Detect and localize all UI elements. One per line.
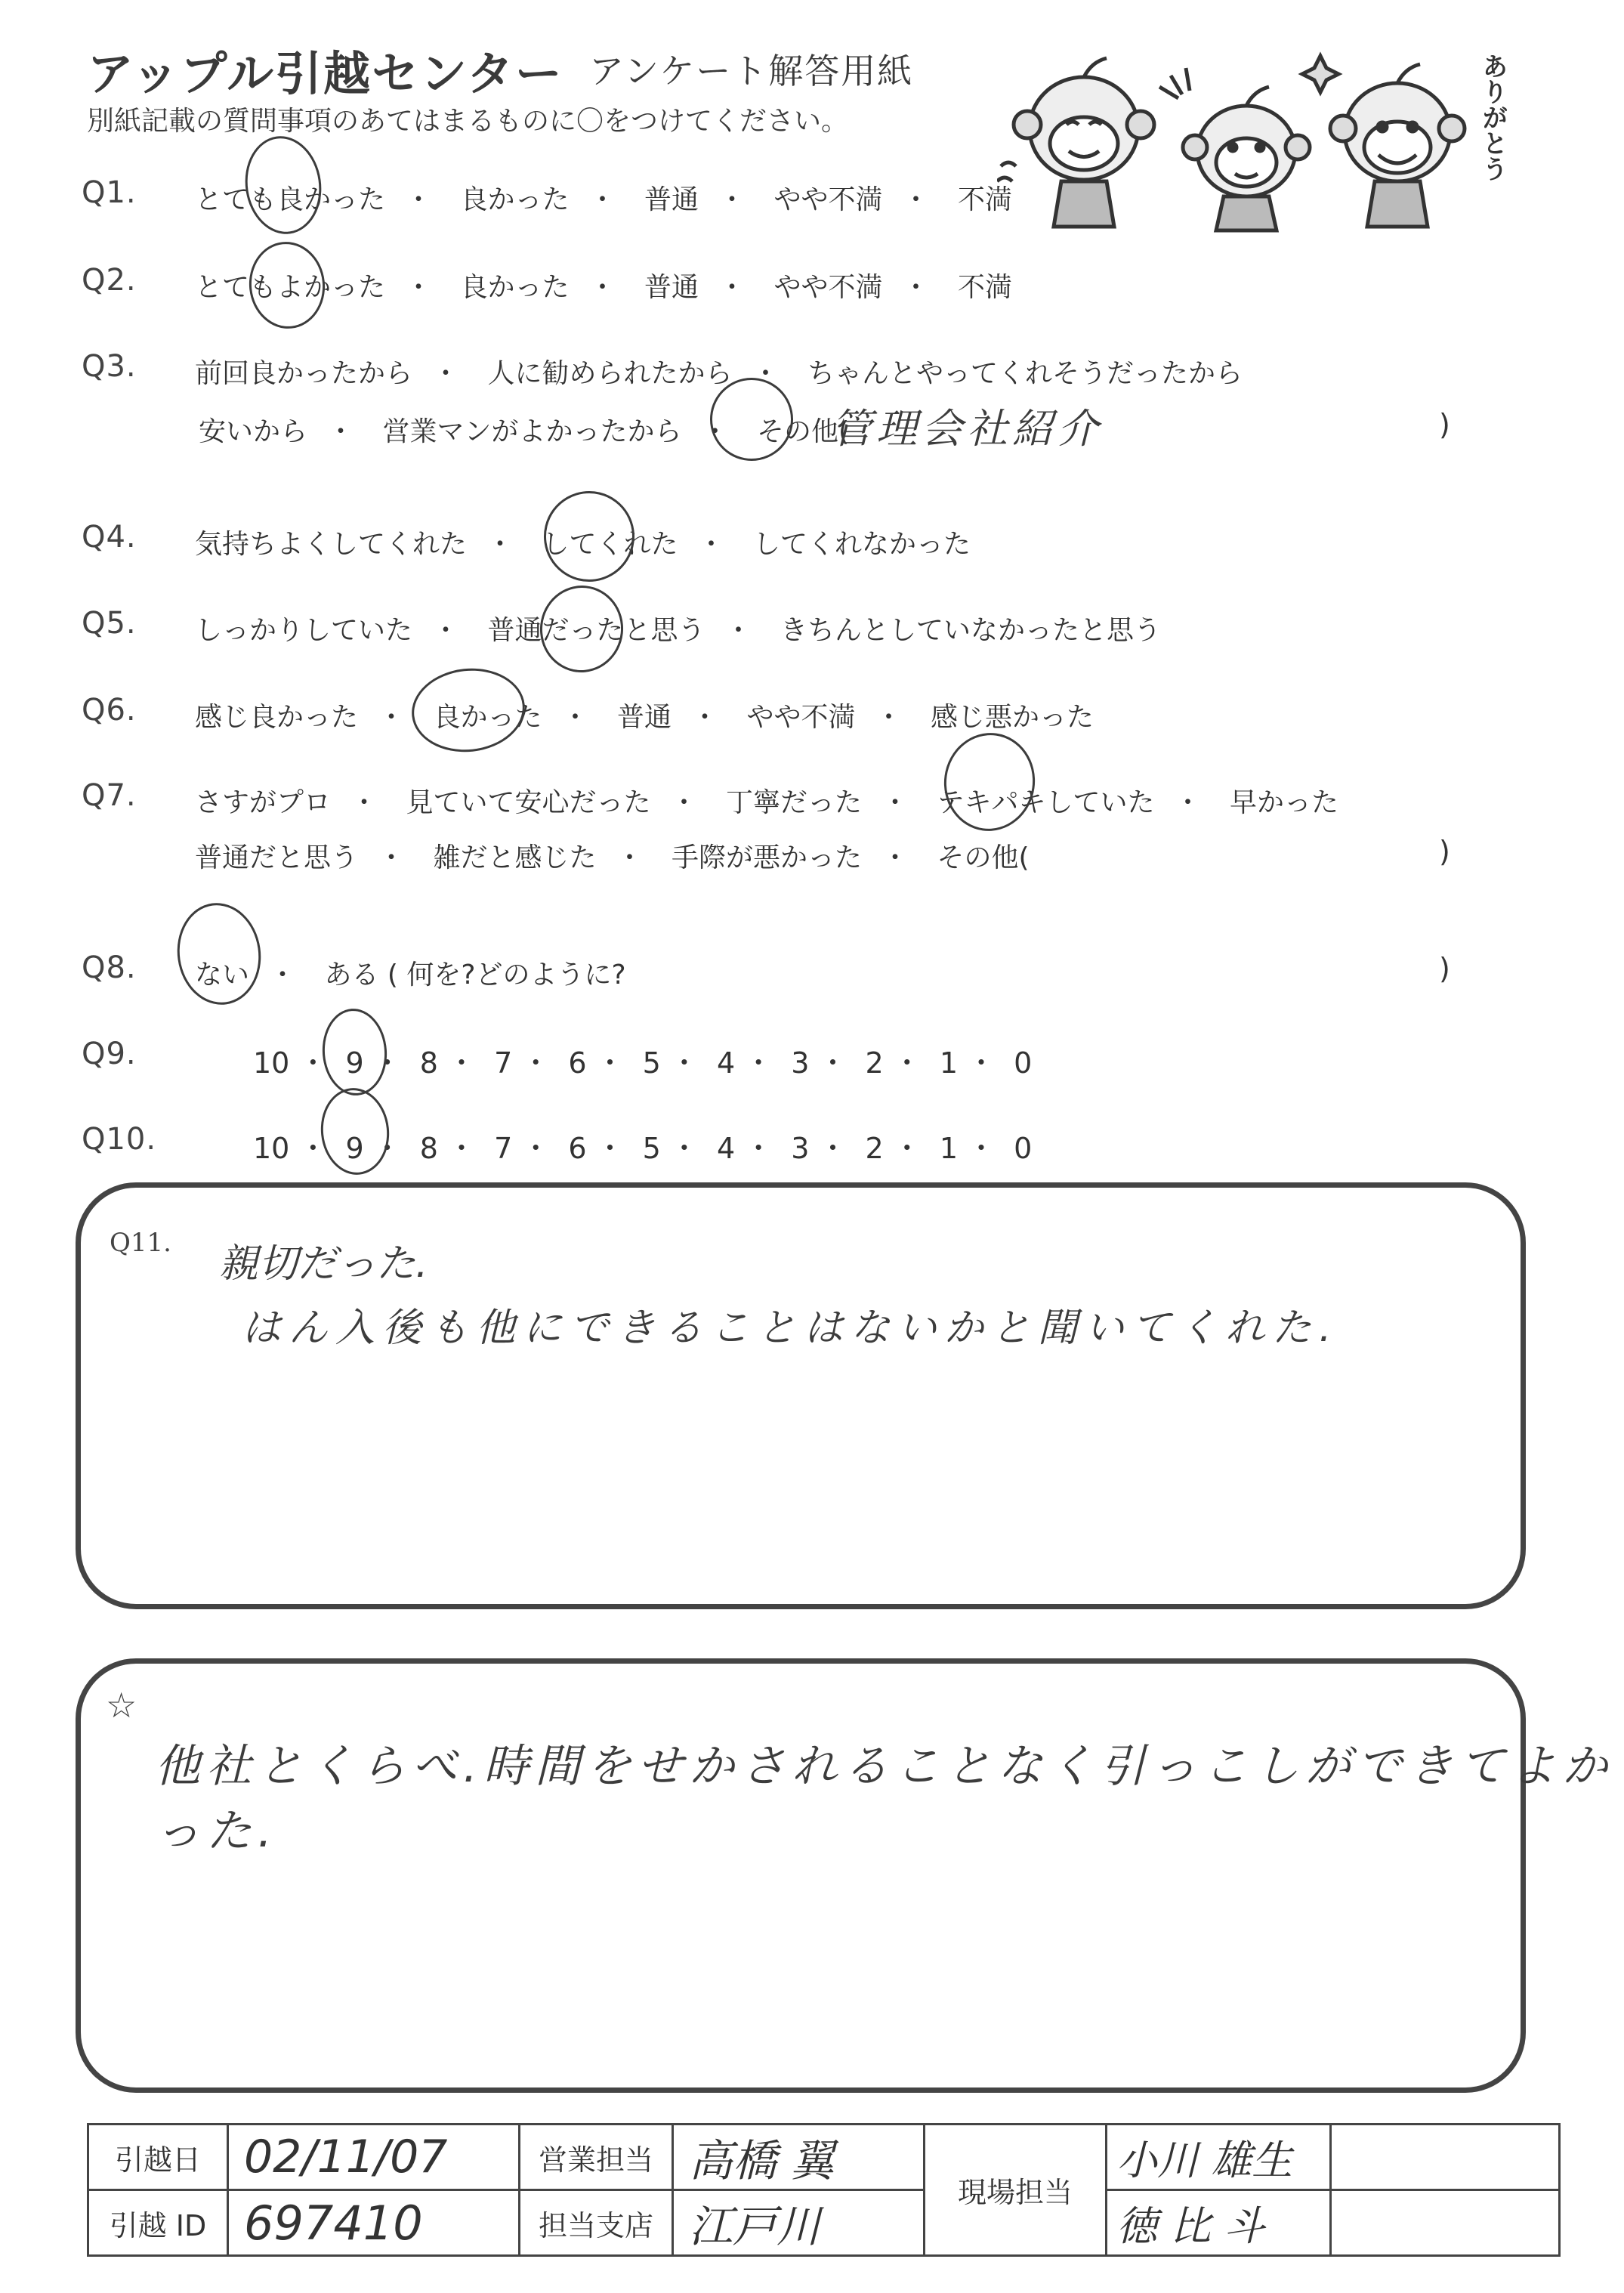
q8-answer-circle	[171, 898, 267, 1010]
q3-other-handwritten: 管理会社紹介	[831, 405, 1103, 453]
q10-score[interactable]: 10	[253, 1132, 290, 1165]
q10-score[interactable]: 6	[568, 1132, 587, 1165]
q3-option[interactable]: 前回良かったから	[195, 358, 413, 389]
q10-score[interactable]: 8	[419, 1132, 438, 1165]
site-staff-value-1: 小川 雄生	[1107, 2125, 1331, 2190]
q9-score[interactable]: 5	[642, 1046, 661, 1080]
q6-option[interactable]: やや不満	[746, 702, 856, 733]
free-comment-handwritten: 他社とくらべ.時間をせかされることなく引っこしができてよかった.	[155, 1740, 1614, 1858]
q6-option[interactable]: 感じ悪かった	[930, 702, 1094, 733]
q4-label: Q4.	[82, 520, 137, 555]
move-id-label: 引越 ID	[88, 2190, 228, 2256]
q9-score[interactable]: 10	[253, 1046, 290, 1080]
q9-score[interactable]: 8	[419, 1046, 438, 1080]
q2-option[interactable]: とてもよかった	[195, 272, 386, 303]
move-date-value: 02/11/07	[228, 2125, 520, 2190]
q4-answer-circle	[538, 485, 641, 588]
q4-options: 気持ちよくしてくれた ・ してくれた ・ してくれなかった	[195, 523, 971, 561]
q3-option[interactable]: ちゃんとやってくれそうだったから	[807, 358, 1243, 389]
q7-close-paren: )	[1439, 835, 1450, 868]
q1-options: とても良かった ・ 良かった ・ 普通 ・ やや不満 ・ 不満	[195, 178, 1012, 217]
q4-option[interactable]: してくれなかった	[752, 529, 971, 560]
q10-score[interactable]: 9	[345, 1132, 364, 1165]
q10-score[interactable]: 4	[716, 1132, 736, 1165]
q1-label: Q1.	[82, 175, 137, 210]
q3-option[interactable]: その他(	[756, 416, 850, 447]
q1-option[interactable]: とても良かった	[195, 184, 386, 215]
q10-score[interactable]: 7	[494, 1132, 513, 1165]
q9-answer-circle	[320, 1006, 390, 1098]
q3-options-line1: 前回良かったから ・ 人に勧められたから ・ ちゃんとやってくれそうだったから	[195, 352, 1243, 391]
q8-options: ない ・ ある ( 何を?どのように?	[195, 953, 626, 992]
q9-score[interactable]: 0	[1014, 1046, 1033, 1080]
q7-option[interactable]: 早かった	[1229, 787, 1338, 818]
q11-label: Q11.	[110, 1228, 171, 1258]
mascot-thanks-text: ありがとう	[1477, 53, 1508, 181]
q6-answer-circle	[408, 663, 529, 757]
q5-option[interactable]: きちんとしていなかったと思う	[780, 615, 1161, 646]
q1-option[interactable]: 不満	[957, 184, 1012, 215]
site-staff-label: 現場担当	[925, 2125, 1107, 2256]
q1-option[interactable]: やや不満	[773, 184, 883, 215]
q9-score[interactable]: 1	[939, 1046, 959, 1080]
q6-options: 感じ良かった ・ 良かった ・ 普通 ・ やや不満 ・ 感じ悪かった	[195, 696, 1094, 734]
q7-option[interactable]: 丁寧だった	[725, 787, 862, 818]
q7-option[interactable]: 見ていて安心だった	[406, 787, 651, 818]
q6-label: Q6.	[82, 693, 137, 728]
q7-option[interactable]: 雑だと感じた	[433, 842, 597, 873]
company-name: アップル引越センター	[87, 46, 563, 101]
q2-option[interactable]: 良かった	[460, 272, 570, 303]
q3-option[interactable]: 人に勧められたから	[487, 358, 733, 389]
q7-option[interactable]: 普通だと思う	[195, 842, 359, 873]
q10-score[interactable]: 1	[939, 1132, 959, 1165]
monkey-icon-left	[997, 58, 1154, 227]
monkey-icon-right	[1302, 56, 1465, 227]
q8-option[interactable]: ある ( 何を?どのように?	[324, 960, 626, 990]
q2-option[interactable]: やや不満	[773, 272, 883, 303]
q3-label: Q3.	[82, 349, 137, 384]
q4-option[interactable]: してくれた	[542, 529, 678, 560]
q9-score[interactable]: 2	[865, 1046, 884, 1080]
q2-option[interactable]: 普通	[644, 272, 699, 303]
q5-options: しっかりしていた ・ 普通だったと思う ・ きちんとしていなかったと思う	[195, 609, 1161, 647]
site-staff-value-2: 徳 比 斗	[1107, 2190, 1331, 2256]
q8-label: Q8.	[82, 950, 137, 985]
move-id-value: 697410	[228, 2190, 520, 2256]
q1-option[interactable]: 良かった	[460, 184, 570, 215]
q6-option[interactable]: 普通	[616, 702, 672, 733]
q6-option[interactable]: 良かった	[433, 702, 542, 733]
star-icon: ☆	[106, 1685, 137, 1726]
q5-option[interactable]: 普通だったと思う	[487, 615, 705, 646]
q5-label: Q5.	[82, 606, 137, 641]
document-title: アンケート解答用紙	[589, 51, 914, 91]
q9-score[interactable]: 3	[791, 1046, 810, 1080]
monkey-icon-middle	[1159, 68, 1310, 230]
sales-rep-label: 営業担当	[520, 2125, 673, 2190]
q3-options-line2: 安いから ・ 営業マンがよかったから ・ その他(	[199, 410, 849, 449]
q2-options: とてもよかった ・ 良かった ・ 普通 ・ やや不満 ・ 不満	[195, 266, 1012, 304]
q8-option[interactable]: ない	[195, 960, 250, 990]
q7-answer-circle	[938, 727, 1042, 836]
q3-close-paren: )	[1439, 408, 1450, 441]
instruction-text: 別紙記載の質問事項のあてはまるものに〇をつけてください。	[87, 106, 849, 137]
q5-answer-circle	[536, 582, 627, 677]
move-date-label: 引越日	[88, 2125, 228, 2190]
q10-score[interactable]: 0	[1014, 1132, 1033, 1165]
mascot-illustration	[997, 38, 1518, 242]
q7-options-line1: さすがプロ ・ 見ていて安心だった ・ 丁寧だった ・ テキパキしていた ・ 早かった	[195, 781, 1338, 820]
q7-option[interactable]: さすがプロ	[195, 787, 332, 818]
q9-scale: 10 ・ 9 ・ 8 ・ 7 ・ 6 ・ 5 ・ 4 ・ 3 ・ 2 ・ 1 ・ 0	[253, 1046, 1033, 1080]
q8-close-paren: )	[1439, 952, 1450, 985]
q4-option[interactable]: 気持ちよくしてくれた	[195, 529, 468, 560]
q7-option[interactable]: その他(	[937, 842, 1030, 873]
q9-score[interactable]: 7	[494, 1046, 513, 1080]
site-staff-extra-2	[1331, 2190, 1560, 2256]
q1-option[interactable]: 普通	[644, 184, 699, 215]
q7-options-line2: 普通だと思う ・ 雑だと感じた ・ 手際が悪かった ・ その他(	[195, 836, 1030, 875]
q11-handwritten-line2: はん入後も他にできることはないかと聞いてくれた.	[242, 1306, 1339, 1351]
q7-label: Q7.	[82, 778, 137, 813]
q10-label: Q10.	[82, 1122, 157, 1157]
free-comment-box[interactable]	[76, 1658, 1526, 2093]
q2-answer-circle	[245, 238, 329, 332]
q7-option[interactable]: テキパキしていた	[937, 787, 1155, 818]
q9-label: Q9.	[82, 1037, 137, 1071]
q3-option[interactable]: 安いから	[199, 416, 308, 447]
q9-score[interactable]: 6	[568, 1046, 587, 1080]
q10-scale: 10 ・ 9 ・ 8 ・ 7 ・ 6 ・ 5 ・ 4 ・ 3 ・ 2 ・ 1 ・ 0	[253, 1132, 1033, 1165]
branch-label: 担当支店	[520, 2190, 673, 2256]
q10-score[interactable]: 3	[791, 1132, 810, 1165]
q10-score[interactable]: 5	[642, 1132, 661, 1165]
site-staff-extra-1	[1331, 2125, 1560, 2190]
sales-rep-value: 高橋 翼	[673, 2125, 925, 2190]
move-info-table	[87, 2123, 1561, 2257]
q3-option[interactable]: 営業マンがよかったから	[382, 416, 682, 447]
q6-option[interactable]: 感じ良かった	[195, 702, 359, 733]
q10-score[interactable]: 2	[865, 1132, 884, 1165]
q7-option[interactable]: 手際が悪かった	[671, 842, 862, 873]
q9-score[interactable]: 9	[345, 1046, 364, 1080]
q2-option[interactable]: 不満	[957, 272, 1012, 303]
branch-value: 江戸川	[673, 2190, 925, 2256]
q2-label: Q2.	[82, 263, 137, 298]
q5-option[interactable]: しっかりしていた	[195, 615, 413, 646]
q9-score[interactable]: 4	[716, 1046, 736, 1080]
q1-answer-circle	[239, 131, 327, 239]
q11-handwritten-line1: 親切だった.	[219, 1241, 428, 1287]
